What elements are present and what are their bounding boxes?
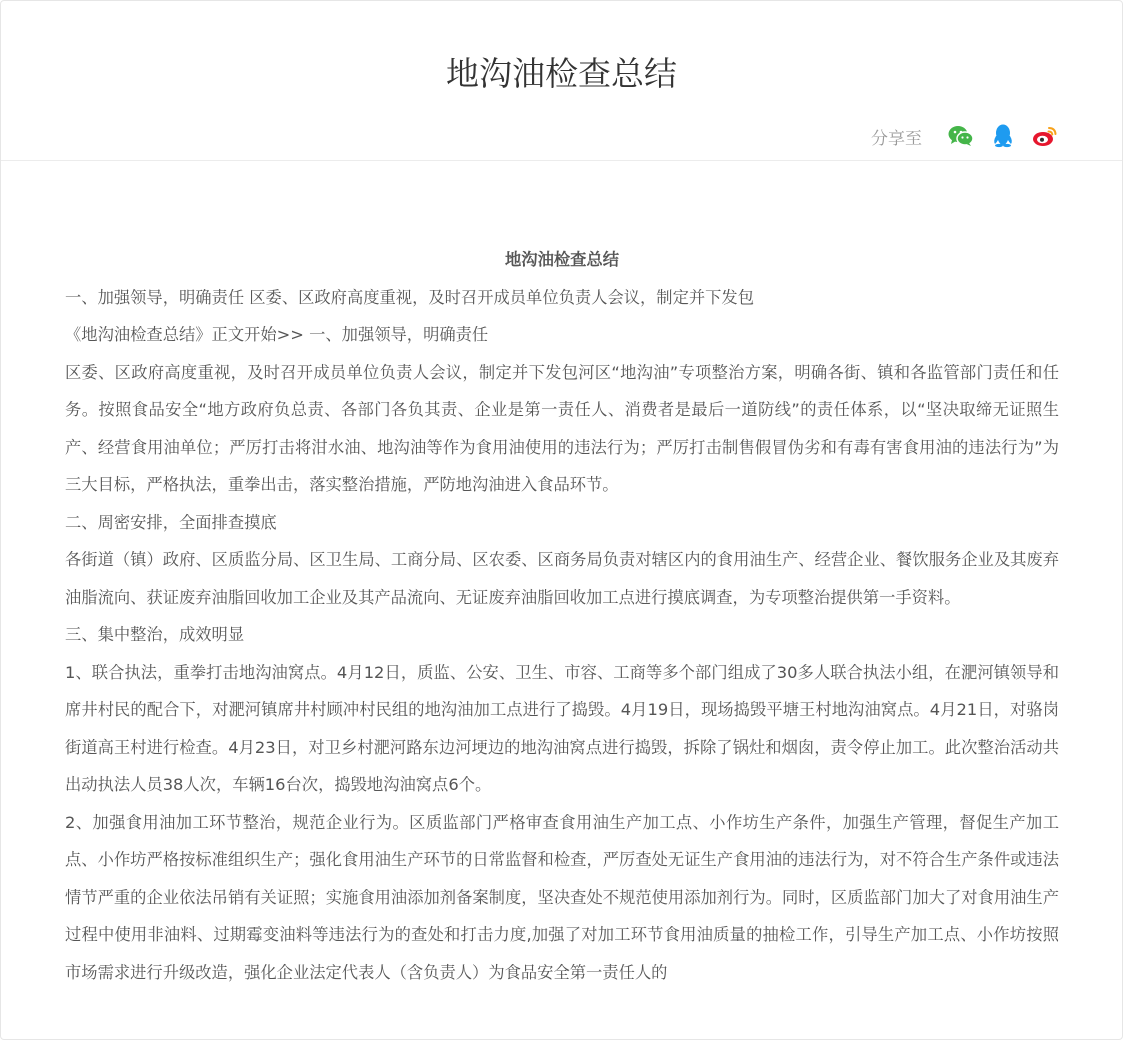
- paragraph: 二、周密安排，全面排查摸底: [65, 512, 277, 532]
- article-body: [65, 241, 1059, 991]
- paragraph: 三、集中整治，成效明显: [65, 625, 245, 644]
- paragraph: 《地沟油检查总结》正文开始>> 一、加强领导，明确责任: [65, 325, 489, 344]
- wechat-icon[interactable]: [946, 121, 976, 151]
- page-title: 地沟油检查总结: [446, 54, 677, 93]
- share-bar: [871, 121, 1060, 151]
- article-header: [1, 1, 1122, 161]
- paragraph: 1、联合执法，重拳打击地沟油窝点。4月12日，质监、公安、卫生、市容、工商等多个部门组成了30多人联合执法小组，在淝河镇领导和席井村民的配合下，对淝河镇席井村顾冲村民组的地沟油加工点进行了捣毁。4月19日，现场捣毁平塘王村地沟油窝点。4月21日，对骆岗街道高王村进行检查。4月23日，对卫乡村淝河路东边河埂边的地沟油窝点进行捣毁，拆除了锅灶和烟囱，责令停止加工。此次整治活动共出动执法人员38人次，车辆16台次，捣毁地沟油窝点6个。: [65, 662, 1059, 794]
- paragraph: 一、加强领导，明确责任 区委、区政府高度重视，及时召开成员单位负责人会议，制定并下发包: [65, 287, 754, 307]
- article-heading: 地沟油检查总结: [505, 250, 619, 269]
- paragraph: 区委、区政府高度重视，及时召开成员单位负责人会议，制定并下发包河区“地沟油”专项整治方案，明确各街、镇和各监管部门责任和任务。按照食品安全“地方政府负总责、各部门各负其责、企业是第一责任人、消费者是最后一道防线”的责任体系，以“坚决取缔无证照生产、经营食用油单位；严厉打击将泔水油、地沟油等作为食用油使用的违法行为；严厉打击制售假冒伪劣和有毒有害食用油的违法行为”为三大目标，严格执法，重拳出击，落实整治措施，严防地沟油进入食品环节。: [65, 362, 1059, 494]
- paragraph: 各街道（镇）政府、区质监分局、区卫生局、工商分局、区农委、区商务局负责对辖区内的食用油生产、经营企业、餐饮服务企业及其废弃油脂流向、获证废弃油脂回收加工企业及其产品流向、无证废弃油脂回收加工点进行摸底调查，为专项整治提供第一手资料。: [65, 550, 1059, 607]
- paragraph: 2、加强食用油加工环节整治，规范企业行为。区质监部门严格审查食用油生产加工点、小作坊生产条件，加强生产管理，督促生产加工点、小作坊严格按标准组织生产；强化食用油生产环节的日常监督和检查，严厉查处无证生产食用油的违法行为，对不符合生产条件或违法情节严重的企业依法吊销有关证照；实施食用油添加剂备案制度，坚决查处不规范使用添加剂行为。同时，区质监部门加大了对食用油生产过程中使用非油料、过期霉变油料等违法行为的查处和打击力度,加强了对加工环节食用油质量的抽检工作，引导生产加工点、小作坊按照市场需求进行升级改造，强化企业法定代表人（含负责人）为食品安全第一责任人的: [65, 812, 1059, 982]
- weibo-icon[interactable]: [1030, 121, 1060, 151]
- qq-icon[interactable]: [988, 121, 1018, 151]
- share-label: 分享至: [871, 128, 922, 149]
